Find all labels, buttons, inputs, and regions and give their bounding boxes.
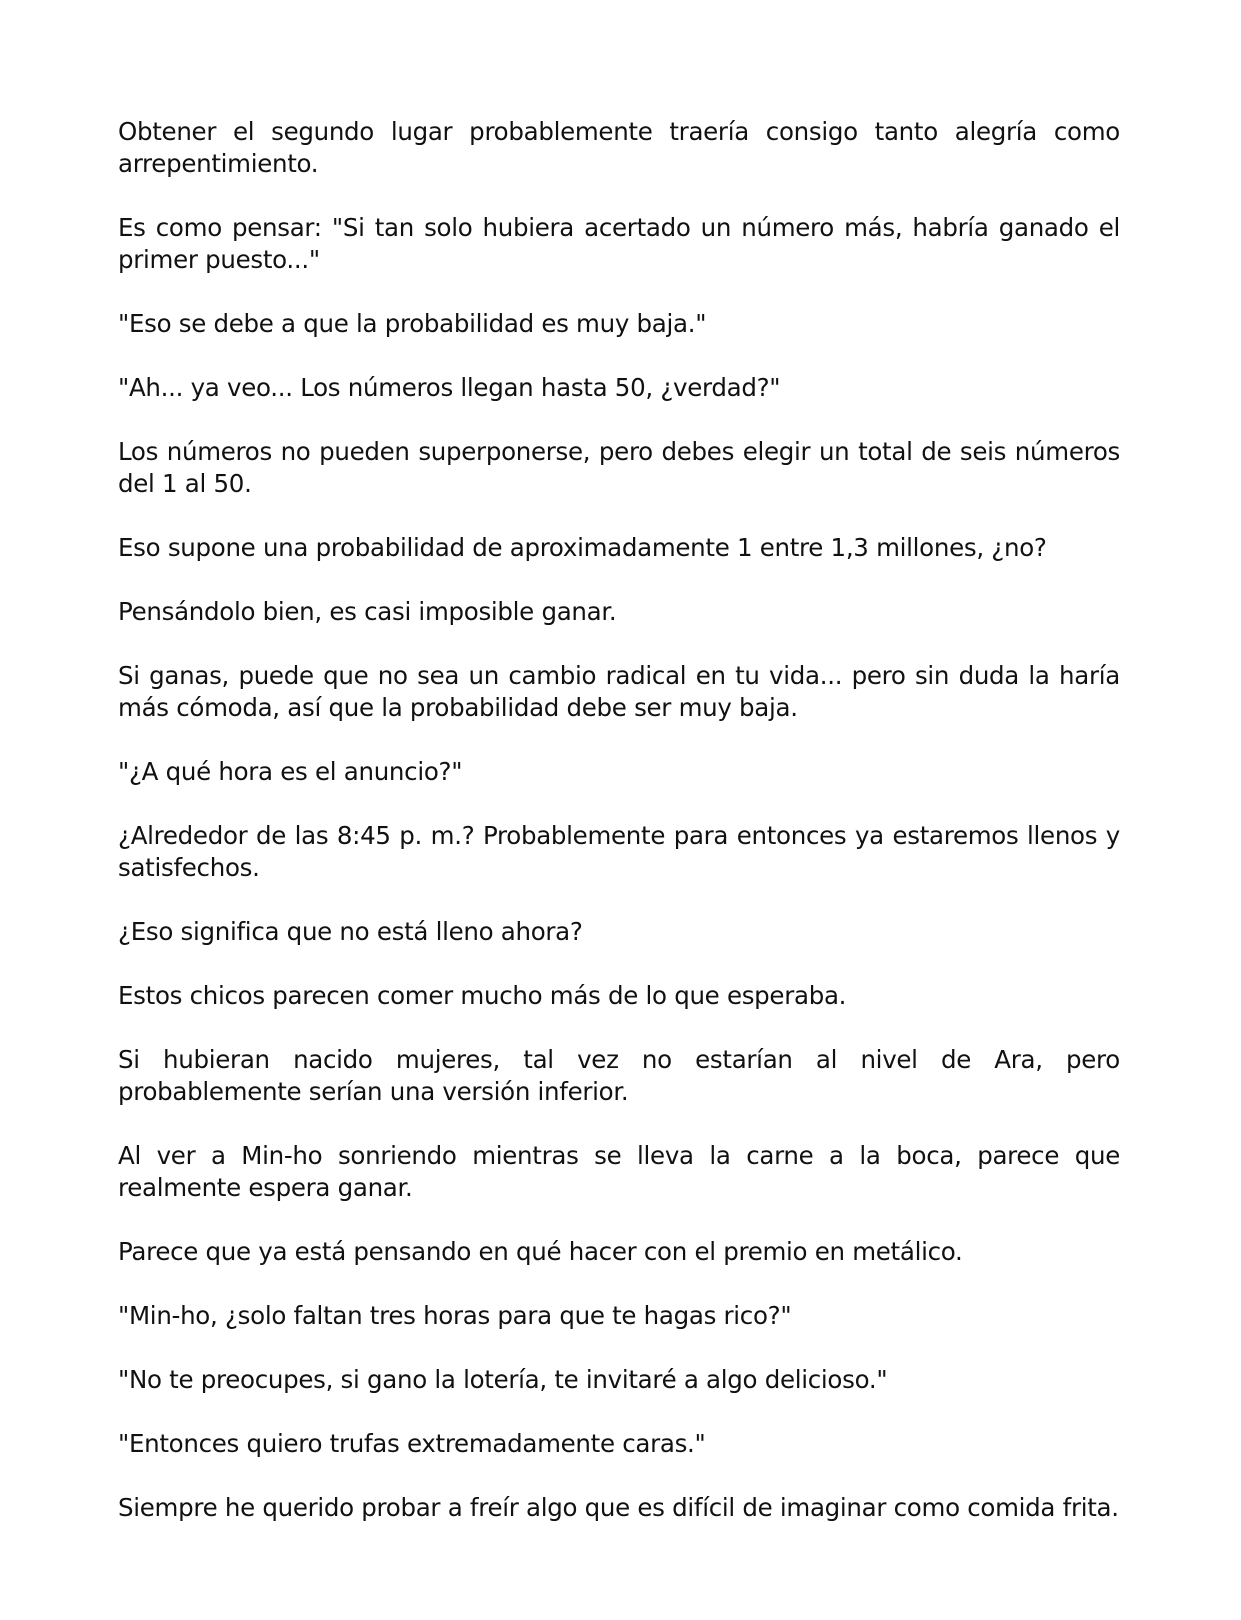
paragraph: "Eso se debe a que la probabilidad es muy baja." bbox=[118, 309, 707, 338]
paragraph: Los números no pueden superponerse, pero debes elegir un total de seis números del 1 al 50. bbox=[118, 437, 1120, 498]
document-page bbox=[118, 116, 1120, 1524]
paragraph: Es como pensar: "Si tan solo hubiera acertado un número más, habría ganado el primer puesto..." bbox=[118, 213, 1120, 274]
paragraph: Estos chicos parecen comer mucho más de lo que esperaba. bbox=[118, 981, 847, 1010]
paragraph: Obtener el segundo lugar probablemente traería consigo tanto alegría como arrepentimiento. bbox=[118, 117, 1120, 178]
paragraph: "No te preocupes, si gano la lotería, te invitaré a algo delicioso." bbox=[118, 1365, 888, 1394]
paragraph: Parece que ya está pensando en qué hacer con el premio en metálico. bbox=[118, 1237, 963, 1266]
paragraph: Si ganas, puede que no sea un cambio radical en tu vida... pero sin duda la haría más cómoda, así que la probabilidad debe ser muy baja. bbox=[118, 661, 1120, 722]
paragraph: ¿Eso significa que no está lleno ahora? bbox=[118, 917, 583, 946]
paragraph: "¿A qué hora es el anuncio?" bbox=[118, 757, 463, 786]
paragraph: Eso supone una probabilidad de aproximadamente 1 entre 1,3 millones, ¿no? bbox=[118, 533, 1047, 562]
paragraph: "Ah... ya veo... Los números llegan hasta 50, ¿verdad?" bbox=[118, 373, 781, 402]
paragraph: "Entonces quiero trufas extremadamente caras." bbox=[118, 1429, 706, 1458]
paragraph: Pensándolo bien, es casi imposible ganar. bbox=[118, 597, 617, 626]
paragraph: ¿Alrededor de las 8:45 p. m.? Probablemente para entonces ya estaremos llenos y satisfechos. bbox=[118, 821, 1120, 882]
paragraph: Siempre he querido probar a freír algo que es difícil de imaginar como comida frita. bbox=[118, 1493, 1119, 1522]
paragraph: "Min-ho, ¿solo faltan tres horas para que te hagas rico?" bbox=[118, 1301, 792, 1330]
paragraph: Al ver a Min-ho sonriendo mientras se lleva la carne a la boca, parece que realmente espera ganar. bbox=[118, 1141, 1120, 1202]
paragraph: Si hubieran nacido mujeres, tal vez no estarían al nivel de Ara, pero probablemente serían una versión inferior. bbox=[118, 1045, 1120, 1106]
